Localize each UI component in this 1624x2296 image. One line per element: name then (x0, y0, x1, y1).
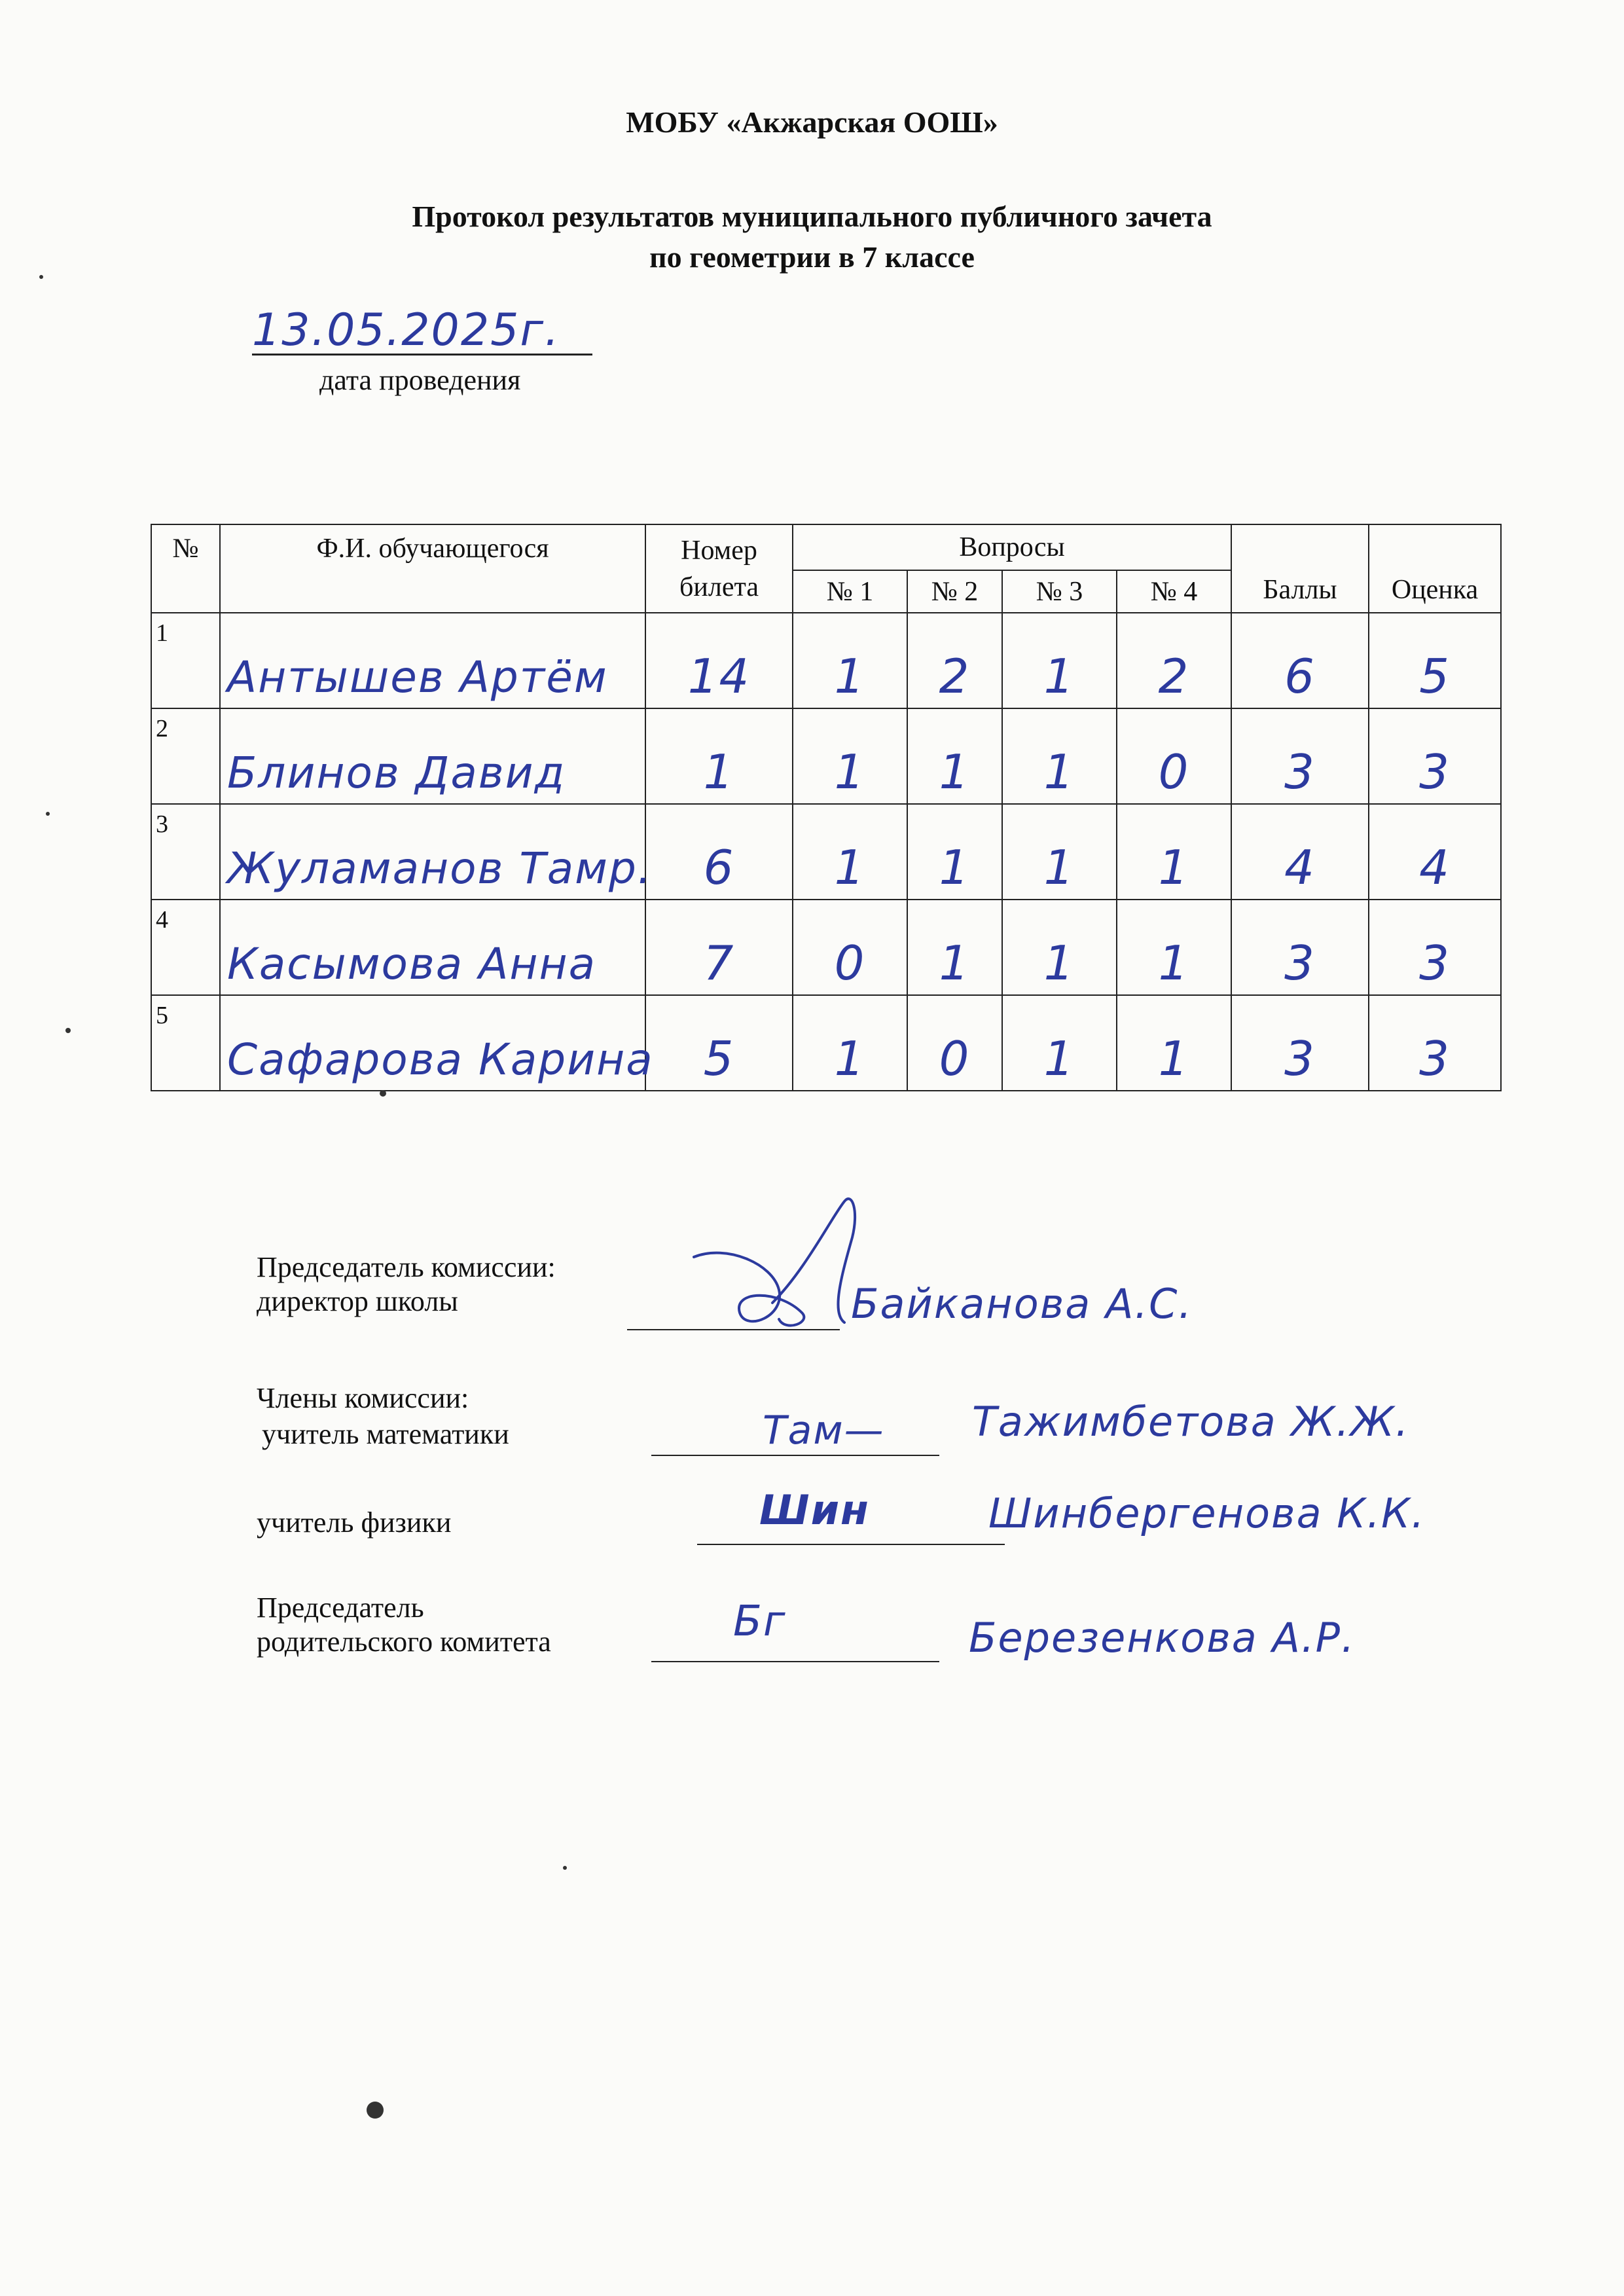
q2-score: 0 (907, 995, 1002, 1091)
row-number: 5 (151, 995, 220, 1091)
q3-score: 1 (1002, 708, 1117, 804)
q3-score: 1 (1002, 995, 1117, 1091)
chair-label-line-2: директор школы (257, 1285, 458, 1317)
header-ticket-label: Номер билета (679, 535, 759, 602)
q4-score: 1 (1117, 995, 1231, 1091)
math-signature-line (651, 1455, 939, 1456)
ticket-number: 14 (645, 613, 793, 708)
table-row (151, 708, 1501, 804)
table-row (151, 900, 1501, 995)
total-score: 3 (1231, 708, 1369, 804)
q2-score: 1 (907, 804, 1002, 900)
scan-speck (46, 812, 50, 816)
date-caption: дата проведения (319, 364, 521, 396)
table-row (151, 804, 1501, 900)
header-score: Баллы (1231, 524, 1369, 613)
table-row (151, 613, 1501, 708)
scan-speck (380, 1090, 386, 1097)
q2-score: 1 (907, 900, 1002, 995)
parent-signature-line (651, 1661, 939, 1662)
physics-teacher-label: учитель физики (257, 1506, 452, 1539)
header-num: № (151, 524, 220, 613)
grade: 3 (1369, 995, 1501, 1091)
scan-speck (563, 1866, 567, 1870)
q3-score: 1 (1002, 613, 1117, 708)
total-score: 4 (1231, 804, 1369, 900)
members-label: Члены комиссии: (257, 1382, 469, 1414)
math-teacher-label: учитель математики (262, 1418, 509, 1450)
header-ticket (645, 524, 793, 613)
header-q3: № 3 (1002, 570, 1117, 613)
total-score: 3 (1231, 995, 1369, 1091)
chair-label (257, 1250, 556, 1319)
q1-score: 0 (793, 900, 907, 995)
student-name: Жуламанов Тамр. (220, 804, 645, 900)
header-q2: № 2 (907, 570, 1002, 613)
ticket-number: 7 (645, 900, 793, 995)
scan-speck (65, 1028, 71, 1033)
parent-committee-label (257, 1591, 551, 1659)
student-name: Антышев Артём (220, 613, 645, 708)
parent-committee-name: Березенкова А.Р. (969, 1614, 1356, 1662)
title-line-1: Протокол результатов муниципального публичного зачета (412, 200, 1212, 233)
school-name: МОБУ «Акжарская ООШ» (626, 105, 998, 139)
table-row (151, 995, 1501, 1091)
title-line-2: по геометрии в 7 классе (649, 240, 975, 274)
header-questions: Вопросы (793, 524, 1231, 570)
total-score: 6 (1231, 613, 1369, 708)
physics-teacher-name: Шинбергенова К.К. (988, 1489, 1426, 1537)
row-number: 3 (151, 804, 220, 900)
header-q1: № 1 (793, 570, 907, 613)
math-teacher-name: Тажимбетова Ж.Ж. (972, 1398, 1410, 1446)
chair-name: Байканова А.С. (851, 1280, 1193, 1328)
date-underline (252, 354, 592, 355)
ticket-number: 1 (645, 708, 793, 804)
scan-speck (39, 275, 43, 279)
date-value: 13.05.2025г. (252, 304, 560, 356)
grade: 4 (1369, 804, 1501, 900)
scan-speck (367, 2102, 384, 2119)
q3-score: 1 (1002, 804, 1117, 900)
q3-score: 1 (1002, 900, 1117, 995)
q4-score: 1 (1117, 900, 1231, 995)
row-number: 1 (151, 613, 220, 708)
header-grade: Оценка (1369, 524, 1501, 613)
q1-score: 1 (793, 804, 907, 900)
physics-signature: Шин (759, 1486, 870, 1534)
student-name: Блинов Давид (220, 708, 645, 804)
results-table (151, 524, 1502, 1091)
ticket-number: 5 (645, 995, 793, 1091)
q1-score: 1 (793, 613, 907, 708)
ticket-number: 6 (645, 804, 793, 900)
grade: 3 (1369, 708, 1501, 804)
parent-signature: Бг (733, 1597, 787, 1646)
q2-score: 2 (907, 613, 1002, 708)
chair-label-line-1: Председатель комиссии: (257, 1251, 556, 1283)
header-name: Ф.И. обучающегося (220, 524, 645, 613)
parent-label-line-1: Председатель (257, 1592, 424, 1624)
row-number: 4 (151, 900, 220, 995)
student-name: Сафарова Карина (220, 995, 645, 1091)
q4-score: 0 (1117, 708, 1231, 804)
q1-score: 1 (793, 708, 907, 804)
total-score: 3 (1231, 900, 1369, 995)
math-signature: Там— (763, 1408, 885, 1453)
header-q4: № 4 (1117, 570, 1231, 613)
grade: 5 (1369, 613, 1501, 708)
grade: 3 (1369, 900, 1501, 995)
student-name: Касымова Анна (220, 900, 645, 995)
q4-score: 1 (1117, 804, 1231, 900)
q2-score: 1 (907, 708, 1002, 804)
physics-signature-line (697, 1544, 1005, 1545)
document-title (0, 196, 1624, 278)
q1-score: 1 (793, 995, 907, 1091)
q4-score: 2 (1117, 613, 1231, 708)
row-number: 2 (151, 708, 220, 804)
parent-label-line-2: родительского комитета (257, 1626, 551, 1658)
